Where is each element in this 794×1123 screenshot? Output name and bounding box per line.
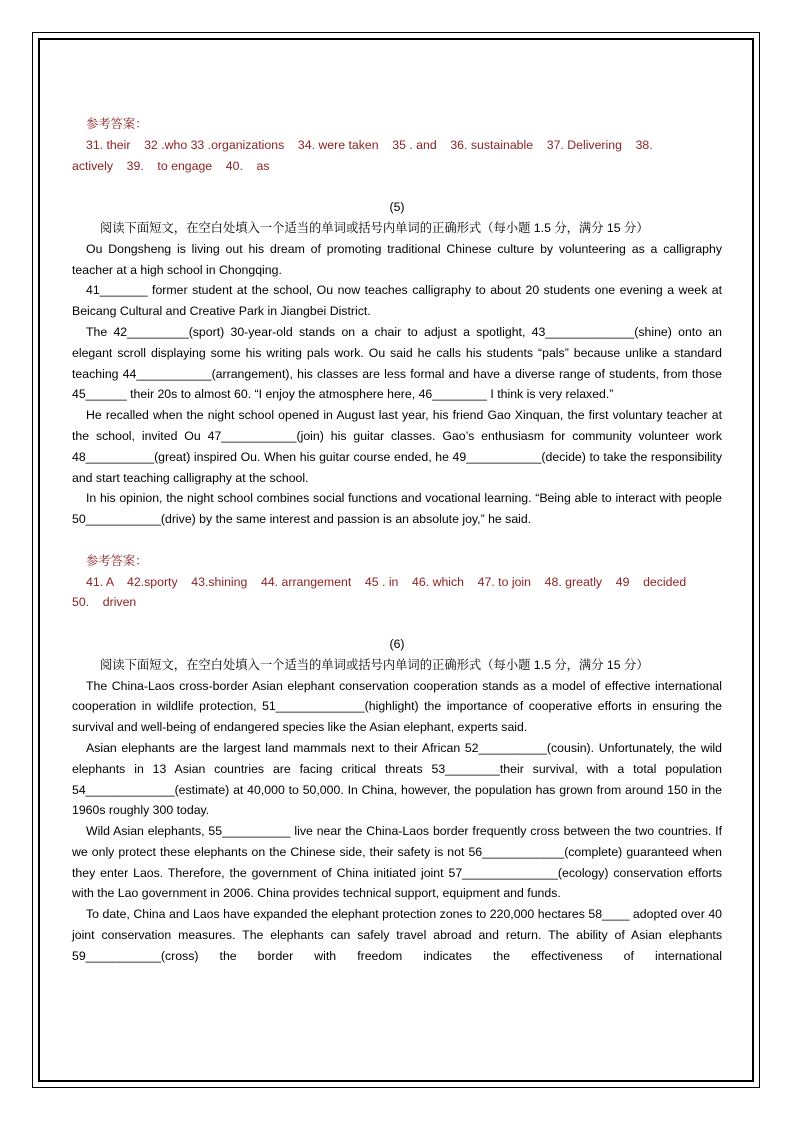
answer-line-5-1: 41. A 42.sporty 43.shining 44. arrangement 45 . in 46. which 47. to join 48. greatly 49 decided <box>86 574 687 589</box>
answer-label-4: 参考答案： <box>86 117 148 131</box>
passage6-paragraph-4: To date, China and Laos have expanded the elephant protection zones to 220,000 hectares 58____ adopted over 40 joint conservation measures. The elephants can safely travel abroad and return. The ability of Asian elephants 59___________(cross) the border with freedom indicates the effectiveness of international <box>72 907 722 963</box>
section-number-6: (6) <box>389 636 405 651</box>
section-instruction-5: 阅读下面短文，在空白处填入一个适当的单词或括号内单词的正确形式（每小题 1.5 分，满分 15 分） <box>100 220 649 235</box>
answer-line-5-2: 50. driven <box>72 595 137 610</box>
section-instruction-6: 阅读下面短文，在空白处填入一个适当的单词或括号内单词的正确形式（每小题 1.5 分，满分 15 分） <box>100 657 649 672</box>
passage6-paragraph-2: Asian elephants are the largest land mammals next to their African 52__________(cousin). Unfortunately, the wild elephants in 13 Asian countries are facing critical threats 53________their survival, with a total population 54_____________(estimate) at 40,000 to 50,000. In China, however, the population has grown from around 150 in the 1960s roughly 300 today. <box>72 740 722 818</box>
passage6-paragraph-1: The China-Laos cross-border Asian elephant conservation cooperation stands as a model of effective international cooperation in wildlife protection, 51_____________(highlight) the importance of cooperative efforts in ensuring the survival and well-being of endangered species like the Asian elephant, experts said. <box>72 678 722 735</box>
answer-label-5: 参考答案： <box>86 553 148 568</box>
passage5-paragraph-2: 41_______ former student at the school, Ou now teaches calligraphy to about 20 students one evening a week at Beicang Cultural and Creative Park in Jiangbei District. <box>72 283 722 319</box>
passage5-paragraph-1: Ou Dongsheng is living out his dream of promoting traditional Chinese culture by volunteering as a calligraphy teacher at a high school in Chongqing. <box>72 241 722 277</box>
passage5-paragraph-4: He recalled when the night school opened in August last year, his friend Gao Xinquan, the first voluntary teacher at the school, invited Ou 47___________(join) his guitar classes. Gao’s enthusiasm for community volunteer work 48__________(great) inspired Ou. When his guitar course ended, he 49___________(decide) to take the responsibility and start teaching calligraphy at the school. <box>72 408 722 485</box>
section-number-5: (5) <box>389 200 405 215</box>
passage5-paragraph-3: The 42_________(sport) 30-year-old stands on a chair to adjust a spotlight, 43_____________(shine) onto an elegant scroll displaying some his writing pals work. Ou said he calls his students “pals” because unlike a standard teaching 44___________(arrangement), his classes are less formal and have a diverse range of students, from those 45______ their 20s to almost 60. “I enjoy the atmosphere here, 46________ I think is very relaxed.” <box>72 324 722 402</box>
answer-line-4-2: actively 39. to engage 40. as <box>72 158 270 173</box>
passage5-paragraph-5: In his opinion, the night school combines social functions and vocational learning. “Being able to interact with people 50___________(drive) by the same interest and passion is an absolute joy,” he said. <box>72 491 722 527</box>
document-content <box>72 114 722 967</box>
answer-line-4-1: 31. their 32 .who 33 .organizations 34. were taken 35 . and 36. sustainable 37. Delivering 38. <box>86 137 653 152</box>
passage6-paragraph-3: Wild Asian elephants, 55__________ live near the China-Laos border frequently cross between the two countries. If we only protect these elephants on the Chinese side, their safety is not 56____________(complete) guaranteed when they enter Laos. Therefore, the government of China initiated joint 57______________(ecology) conservation efforts with the Lao government in 2006. China provides technical support, equipment and funds. <box>72 824 722 901</box>
